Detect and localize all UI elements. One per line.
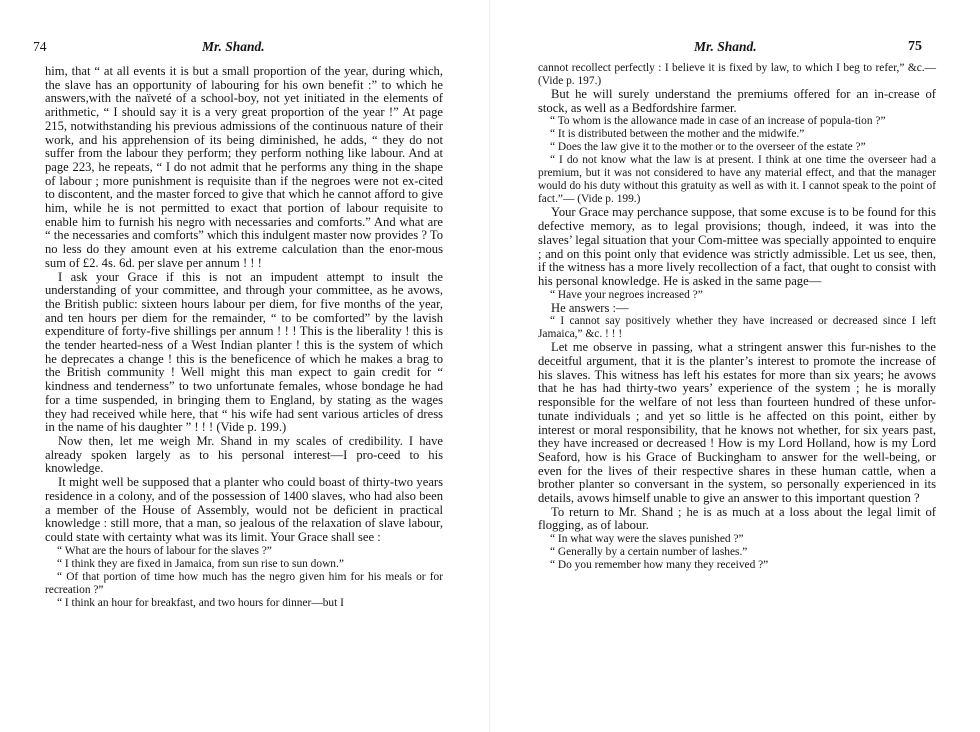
left-running-head: Mr. Shand.: [202, 39, 265, 54]
quoted-question: “ Have your negroes increased ?”: [550, 288, 703, 301]
paragraph: But he will surely understand the premiums offered for an in-crease of stock, as well as a Bedfordshire farmer.: [538, 87, 936, 115]
quoted-question: “ Does the law give it to the mother or to the overseer of the estate ?”: [550, 141, 866, 154]
quoted-answer: “ I cannot say positively whether they have increased or decreased since I left Jamaica,” &c. ! ! !: [538, 315, 936, 341]
right-running-head: Mr. Shand.: [694, 39, 757, 54]
paragraph: Let me observe in passing, what a stringent answer this fur-nishes to the deceitful argument, that it is the planter’s interest to promote the increase of his slaves. This witness has left his estates for more than six years; he avows that he has had thirty-two years’ experience of the system ; he is morally responsible for the welfare of not less than fourteen hundred of these unfor-tunate individuals ; and yet so little is he affected on this point, either by interest or moral responsibility, that he knows not whether, for six years past, they have increased or decreased ! How is my Lord Holland, how is my Lord Seaford, how is his Grace of Buckingham to answer for the well-being, or even for the lives of their respective shares in these human cattle, when a brother planter so conversant in the system, so personally experienced in its details, avows himself unable to give an answer to this important question ?: [538, 340, 936, 506]
right-page: [490, 0, 980, 732]
paragraph: It might well be supposed that a planter who could boast of thirty-two years residence in a colony, and of the possession of 1400 slaves, who had also been a member of the House of Assembly, would not be deficient in practical knowledge : still more, that a man, so jealous of the relaxation of slave labour, could state with certainty what was its limit. Your Grace shall see :: [45, 475, 443, 544]
quoted-question: “ What are the hours of labour for the slaves ?”: [57, 544, 272, 557]
quoted-answer: “ I think an hour for breakfast, and two hours for dinner—but I: [57, 596, 344, 609]
quoted-question: “ Do you remember how many they received ?”: [550, 559, 769, 572]
right-page-number: 75: [908, 39, 922, 54]
paragraph: him, that “ at all events it is but a small proportion of the year, during which, the slave has an opportunity of labouring for his own benefit :” to which he answers,with the naïveté of a school-boy, not yet initiated in the elements of arithmetic, “ I should say it is a very great proportion of the year !” At page 215, notwithstanding his previous admissions of the continuous nature of their work, and his apprehension of its being diminished, he adds, “ they do not suffer from the labour they perform; they perform nothing like labour. And at page 223, he repeats, “ I do not admit that he performs any thing in the shape of labour ; more punishment is requisite than if the negroes were not ex-cited to discontent, and the master forced to give that which he cannot afford to give him, while he is not permitted to exact that portion of labour requisite to enable him to furnish his negro with necessaries and comforts.” And what are “ the necessaries and comforts” which this indulgent master now provides ? To no less do they amount even at his extreme calculation than the enor-mous sum of £2. 4s. 6d. per slave per annum ! ! !: [45, 64, 443, 270]
right-page-text: [538, 62, 936, 572]
paragraph: He answers :—: [551, 300, 629, 315]
left-page-text: [45, 65, 443, 610]
paragraph: I ask your Grace if this is not an impudent attempt to insult the understanding of your committee, and through your committee, as he avows, the British public: sixteen hours labour per diem, for five months of the year, and ten hours per diem for the remainder, “ to be comforted” by the lavish expenditure of forty-five shillings per annum ! ! ! This is the liberality ! this is the tender hearted-ness of a West Indian planter ! this is the system of which he deprecates a change ! this is the beneficence of which he makes a brag to the British community ! Well might this man expect to gain credit for “ kindness and tenderness” to two unfortunate females, whose bondage he had for a time suspended, in bringing them to England, by stating as the wages they had received while here, that “ his wife had sent various articles of dress in the name of his daughter ” ! ! ! (Vide p. 199.): [45, 269, 443, 435]
quoted-answer: “ Generally by a certain number of lashes.”: [550, 546, 748, 559]
quoted-question: “ In what way were the slaves punished ?”: [550, 533, 744, 546]
quoted-question: “ To whom is the allowance made in case of an increase of popula-tion ?”: [550, 115, 886, 128]
quoted-answer: cannot recollect perfectly : I believe it is fixed by law, to which I beg to refer,” &c.—(Vide p. 197.): [538, 62, 936, 87]
left-page-number: 74: [33, 39, 47, 54]
quoted-question: “ Of that portion of time how much has the negro given him for his meals or for recreation ?”: [45, 570, 443, 596]
paragraph: To return to Mr. Shand ; he is as much at a loss about the legal limit of flogging, as of labour.: [538, 504, 936, 533]
quoted-answer: “ I do not know what the law is at present. I think at one time the overseer had a premium, but it was not considered to have any material effect, and that the manager would do his duty without this gratuity as well as with it. I cannot speak to the point of fact.”— (Vide p. 199.): [538, 154, 936, 206]
quoted-answer: “ I think they are fixed in Jamaica, from sun rise to sun down.”: [57, 557, 344, 570]
quoted-answer: “ It is distributed between the mother and the midwife.”: [550, 128, 805, 141]
paragraph: Now then, let me weigh Mr. Shand in my scales of credibility. I have already spoken largely as to his personal interest—I pro-ceed to his knowledge.: [45, 433, 443, 476]
paragraph: Your Grace may perchance suppose, that some excuse is to be found for this defective memory, as to legal provisions; though, indeed, it was into the slaves’ legal situation that your Com-mittee was specially appointed to enquire ; and on this point only that evidence was strictly admissible. Let us see, then, if the witness has a more lively recollection of a fact, that ought to consist with his personal knowledge. He is asked in the same page—: [538, 205, 936, 288]
